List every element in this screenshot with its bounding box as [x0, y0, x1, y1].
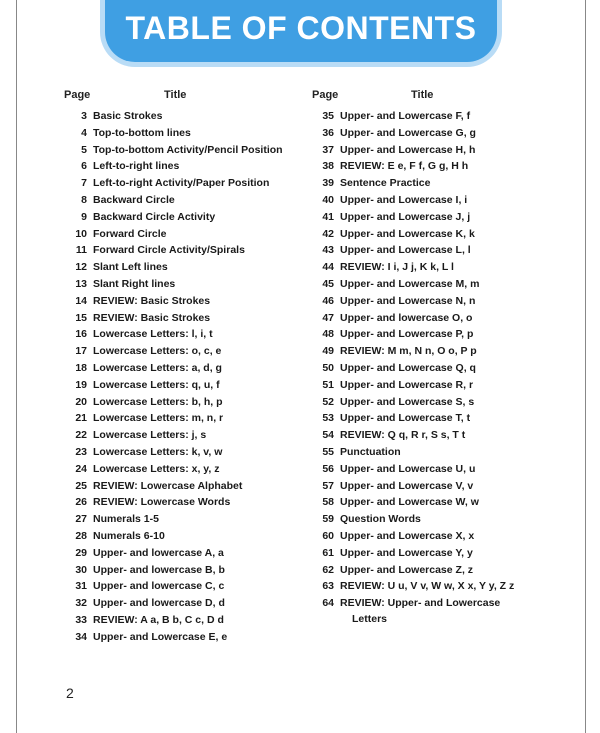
toc-page-number: 54 — [322, 429, 334, 442]
toc-page-number: 53 — [322, 412, 334, 425]
toc-title: Upper- and Lowercase I, i — [340, 193, 468, 206]
toc-page-number: 13 — [75, 277, 87, 290]
toc-page-number: 12 — [75, 261, 87, 274]
toc-title: Upper- and Lowercase E, e — [93, 630, 228, 643]
toc-title: Lowercase Letters: b, h, p — [93, 395, 223, 408]
toc-page-number: 10 — [75, 227, 87, 240]
toc-title: Lowercase Letters: o, c, e — [93, 345, 222, 358]
toc-page-number: 46 — [322, 294, 334, 307]
toc-page-number: 14 — [75, 294, 87, 307]
toc-title: REVIEW: M m, N n, O o, P p — [340, 345, 477, 358]
right-page-header: Page — [312, 89, 339, 101]
toc-title: Upper- and Lowercase M, m — [340, 277, 480, 290]
toc-title: REVIEW: Lowercase Alphabet — [93, 479, 243, 492]
toc-title: Upper- and Lowercase Z, z — [340, 563, 474, 576]
toc-title: Left-to-right Activity/Paper Position — [93, 177, 270, 190]
left-title-header: Title — [164, 89, 187, 101]
toc-title: Top-to-bottom Activity/Pencil Position — [93, 143, 283, 156]
toc-title: REVIEW: Lowercase Words — [93, 496, 231, 509]
toc-title: Upper- and Lowercase L, l — [340, 244, 471, 257]
toc-title: Upper- and Lowercase H, h — [340, 143, 476, 156]
document-page — [16, 0, 586, 733]
toc-title: Punctuation — [340, 445, 401, 458]
toc-page-number: 37 — [322, 143, 334, 156]
toc-page-number: 40 — [322, 193, 334, 206]
toc-title: Upper- and Lowercase W, w — [340, 496, 479, 509]
toc-title: Upper- and Lowercase K, k — [340, 227, 475, 240]
toc-page-number: 49 — [322, 345, 334, 358]
page-number: 2 — [66, 685, 74, 701]
toc-page-number: 5 — [81, 143, 87, 156]
toc-page-number: 41 — [322, 210, 334, 223]
toc-page-number: 44 — [322, 261, 334, 274]
toc-title: Upper- and Lowercase N, n — [340, 294, 476, 307]
toc-page-number: 21 — [75, 412, 87, 425]
toc-title: Upper- and Lowercase T, t — [340, 412, 471, 425]
toc-title: Upper- and Lowercase S, s — [340, 395, 475, 408]
toc-page-number: 35 — [322, 110, 334, 122]
toc-page-number: 32 — [75, 597, 87, 610]
toc-page-number: 58 — [322, 496, 334, 509]
toc-title: Numerals 1-5 — [93, 513, 159, 526]
toc-title: REVIEW: Basic Strokes — [93, 311, 211, 324]
toc-page-number: 3 — [81, 110, 87, 122]
toc-title: Upper- and Lowercase Q, q — [340, 361, 476, 374]
toc-title: REVIEW: U u, V v, W w, X x, Y y, Z z — [340, 580, 515, 593]
toc-page-number: 25 — [75, 479, 87, 492]
toc-page-number: 43 — [322, 244, 334, 257]
toc-page-number: 27 — [75, 513, 87, 526]
toc-page-number: 31 — [75, 580, 87, 593]
page-title: TABLE OF CONTENTS — [125, 10, 477, 46]
toc-page-number: 7 — [81, 177, 87, 190]
toc-page-number: 56 — [322, 462, 334, 475]
toc-page-number: 4 — [81, 126, 87, 139]
toc-page-number: 48 — [322, 328, 334, 341]
toc-page-number: 47 — [322, 311, 334, 324]
toc-page-number: 15 — [75, 311, 87, 324]
toc-page-number: 50 — [322, 361, 334, 374]
toc-page-number: 28 — [75, 529, 87, 542]
toc-title: REVIEW: Q q, R r, S s, T t — [340, 429, 466, 442]
toc-page-number: 11 — [75, 244, 87, 257]
toc-page-number: 51 — [322, 378, 334, 391]
toc-page-number: 59 — [322, 513, 334, 526]
toc-page-number: 33 — [75, 613, 87, 626]
toc-page-number: 36 — [322, 126, 334, 139]
toc-page-number: 63 — [322, 580, 334, 593]
toc-title: Lowercase Letters: a, d, g — [93, 361, 222, 374]
toc-page-number: 26 — [75, 496, 87, 509]
toc-page-number: 19 — [75, 378, 87, 391]
toc-title: Upper- and lowercase D, d — [93, 597, 225, 610]
toc-title: Lowercase Letters: x, y, z — [93, 462, 220, 475]
toc-page-number: 38 — [322, 160, 334, 173]
toc-page-number: 57 — [322, 479, 334, 492]
toc-page-number: 16 — [75, 328, 87, 341]
right-title-header: Title — [411, 89, 434, 101]
toc-title: Numerals 6-10 — [93, 529, 165, 542]
toc-title: Left-to-right lines — [93, 160, 180, 173]
toc-title: Lowercase Letters: m, n, r — [93, 412, 224, 425]
toc-title: Upper- and lowercase C, c — [93, 580, 225, 593]
toc-title: Slant Right lines — [93, 277, 176, 290]
toc-title: REVIEW: I i, J j, K k, L l — [340, 261, 454, 274]
toc-title: Upper- and Lowercase F, f — [340, 110, 471, 122]
toc-title: Upper- and Lowercase V, v — [340, 479, 474, 492]
toc-page-number: 18 — [75, 361, 87, 374]
toc-title: Upper- and Lowercase R, r — [340, 378, 474, 391]
toc-title: Upper- and Lowercase J, j — [340, 210, 471, 223]
toc-title: Lowercase Letters: l, i, t — [93, 328, 213, 341]
toc-page-number: 29 — [75, 546, 87, 559]
toc-title: Upper- and Lowercase X, x — [340, 529, 475, 542]
toc-page-number: 62 — [322, 563, 334, 576]
toc-page-number: 64 — [322, 597, 334, 610]
toc-page-number: 34 — [75, 630, 87, 643]
left-page-header: Page — [64, 89, 91, 101]
title-banner — [105, 0, 497, 62]
toc-page-number: 30 — [75, 563, 87, 576]
toc-title: Backward Circle Activity — [93, 210, 216, 223]
toc-title: Top-to-bottom lines — [93, 126, 191, 139]
toc-title: Upper- and lowercase O, o — [340, 311, 473, 324]
toc-title: Upper- and lowercase A, a — [93, 546, 224, 559]
toc-title: Forward Circle Activity/Spirals — [93, 244, 245, 257]
toc-page-number: 24 — [75, 462, 87, 475]
toc-title: Upper- and Lowercase G, g — [340, 126, 476, 139]
toc-title: Forward Circle — [93, 227, 167, 240]
toc-page-number: 22 — [75, 429, 87, 442]
toc-page-number: 52 — [322, 395, 334, 408]
toc-title: Upper- and lowercase B, b — [93, 563, 225, 576]
toc-title: REVIEW: Upper- and Lowercase — [340, 597, 501, 610]
toc-page-number: 20 — [75, 395, 87, 408]
toc-title: Basic Strokes — [93, 110, 163, 122]
toc-page-number: 45 — [322, 277, 334, 290]
toc-title: Lowercase Letters: j, s — [93, 429, 207, 442]
toc-title: Lowercase Letters: k, v, w — [93, 445, 223, 458]
toc-title: Backward Circle — [93, 193, 175, 206]
toc-page-number: 8 — [81, 193, 87, 206]
toc-title: Lowercase Letters: q, u, f — [93, 378, 220, 391]
toc-page-number: 23 — [75, 445, 87, 458]
toc-title: Slant Left lines — [93, 261, 168, 274]
toc-title: REVIEW: E e, F f, G g, H h — [340, 160, 469, 173]
toc-page-number: 39 — [322, 177, 334, 190]
toc-page-number: 9 — [81, 210, 87, 223]
toc-title: Upper- and Lowercase P, p — [340, 328, 474, 341]
toc-title: REVIEW: Basic Strokes — [93, 294, 211, 307]
toc-page-number: 6 — [81, 160, 87, 173]
toc-title: Upper- and Lowercase Y, y — [340, 546, 473, 559]
toc-page-number: 55 — [322, 445, 334, 458]
toc-page-number: 61 — [322, 546, 334, 559]
toc-page-number: 60 — [322, 529, 334, 542]
toc-page-number: 42 — [322, 227, 334, 240]
toc-title-continued: Letters — [352, 613, 388, 626]
toc-title: Sentence Practice — [340, 177, 431, 190]
toc-title: REVIEW: A a, B b, C c, D d — [93, 613, 224, 626]
toc-page-number: 17 — [75, 345, 87, 358]
toc-title: Upper- and Lowercase U, u — [340, 462, 476, 475]
toc-title: Question Words — [340, 513, 421, 526]
